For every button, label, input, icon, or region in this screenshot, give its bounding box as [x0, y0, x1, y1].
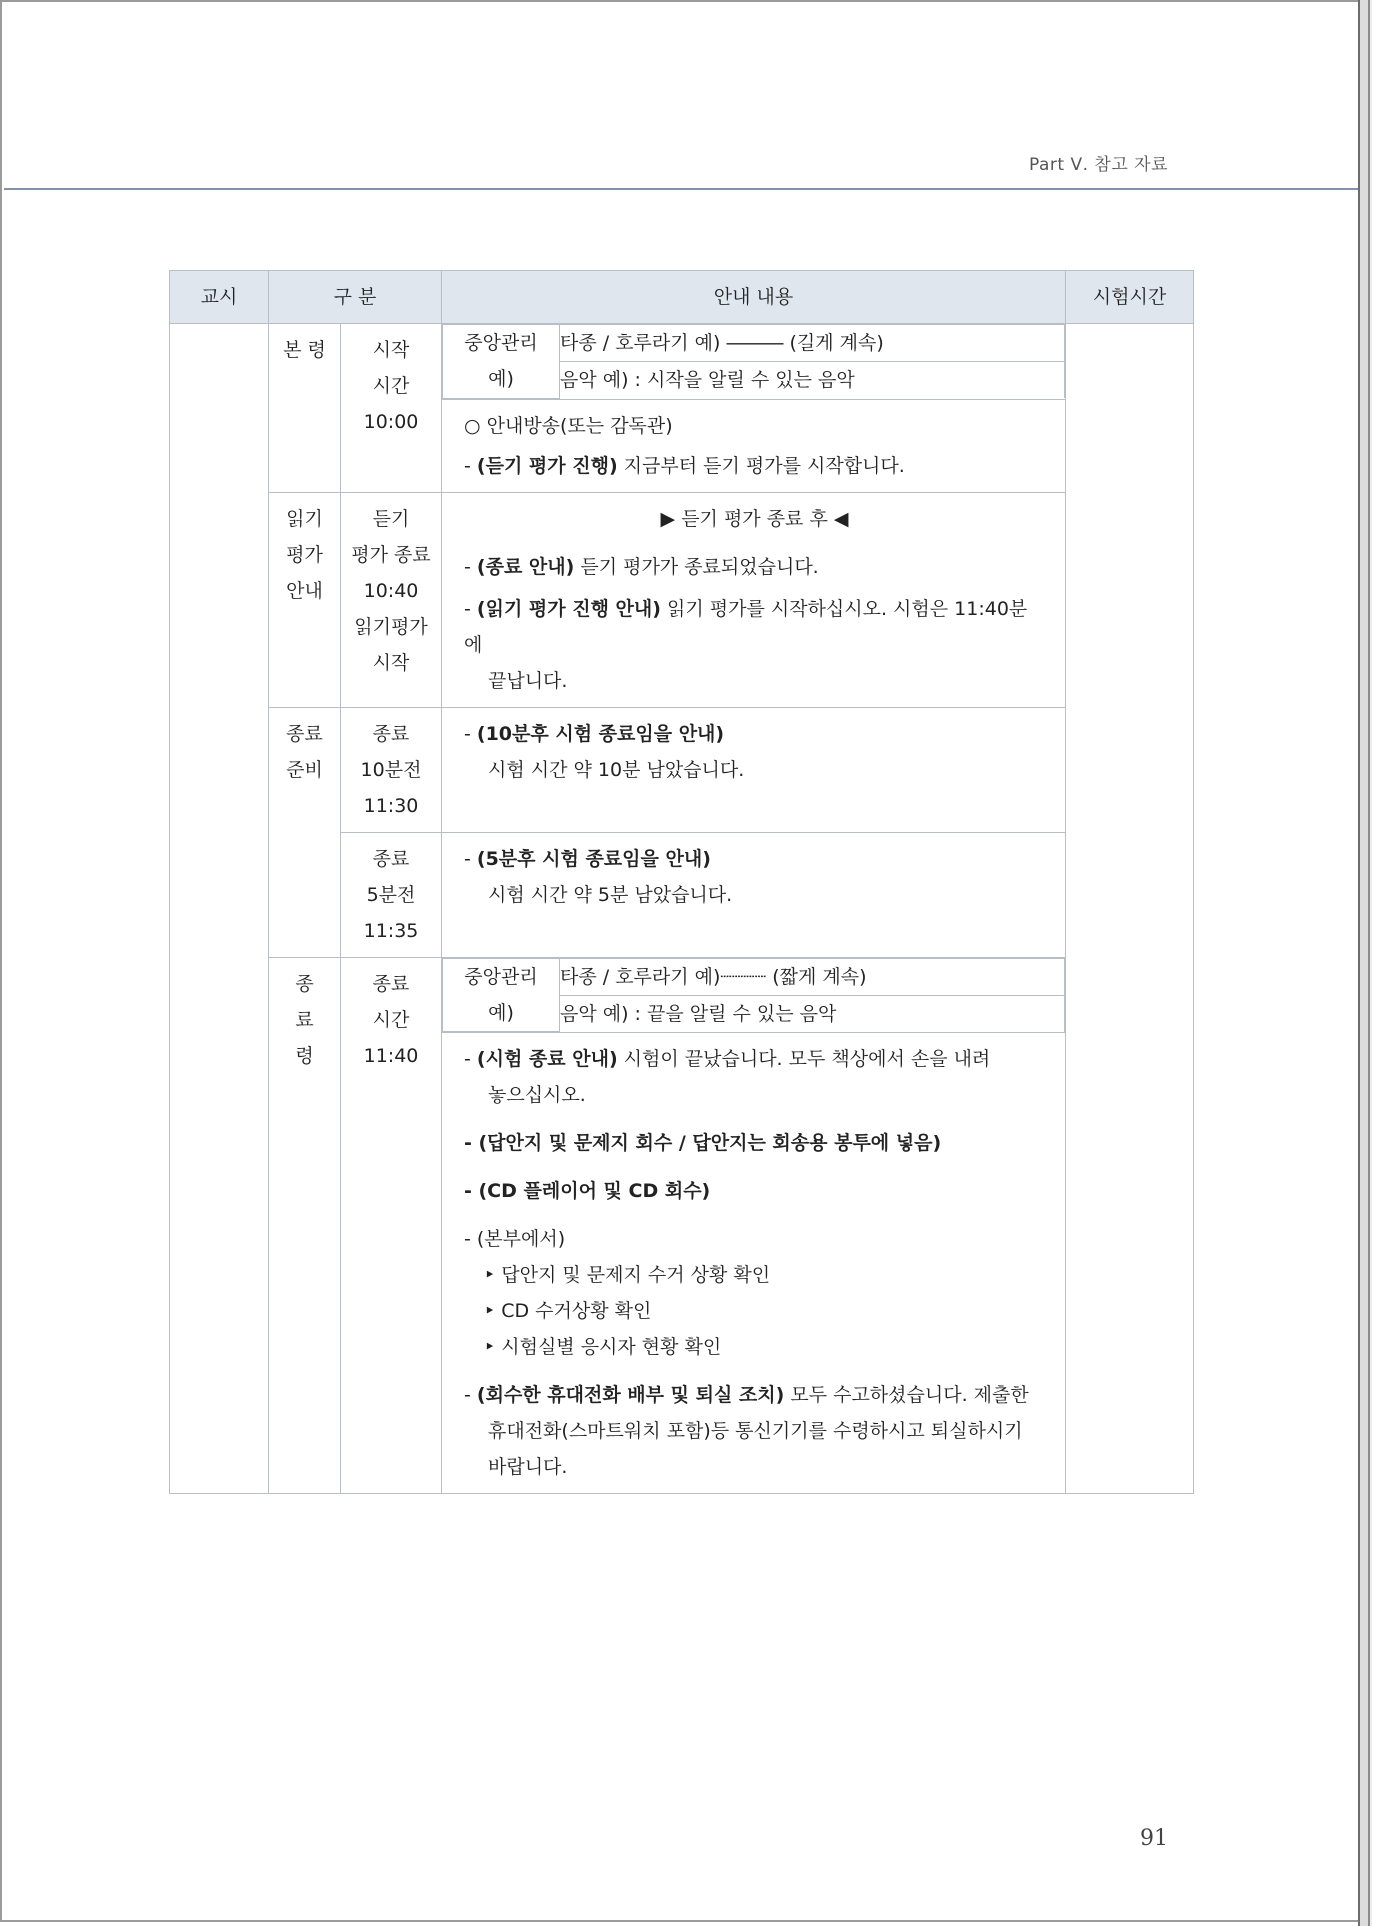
page-edge	[1358, 0, 1372, 1926]
time-line: 종료	[372, 972, 410, 995]
listening-start-line	[464, 448, 1045, 484]
announcement-continuation: 놓으십시오.	[488, 1084, 586, 1106]
content-cell	[442, 832, 1066, 957]
dash: -	[464, 722, 477, 745]
section-title: ▶ 듣기 평가 종료 후 ◀	[660, 507, 849, 530]
central-signal-table	[442, 958, 1065, 1033]
time-line: 시작	[372, 339, 410, 361]
bold-label: (5분후 시험 종료임을 안내)	[476, 847, 711, 870]
category-line: 평가	[286, 543, 323, 566]
central-label-line: 중앙관리	[464, 965, 538, 988]
time-line: 평가 종료	[351, 543, 431, 566]
bold-label: (읽기 평가 진행 안내)	[476, 597, 661, 620]
table-row	[170, 492, 1194, 707]
broadcast-block	[442, 399, 1065, 492]
table-row	[170, 324, 1194, 493]
closing-block	[442, 1032, 1065, 1493]
period-cell	[170, 324, 269, 1494]
exam-end-line	[464, 1041, 1045, 1077]
category-line: 읽기	[286, 507, 323, 530]
table-row	[170, 707, 1194, 832]
announcement-text: 읽기 평가를 시작하십시오. 시험은 11:40분에	[464, 597, 1028, 656]
music-example: 음악 예) : 끝을 알릴 수 있는 음악	[560, 995, 1065, 1032]
list-item: ‣ 답안지 및 문제지 수거 상황 확인	[484, 1264, 771, 1286]
reading-start-line	[464, 591, 1045, 663]
time-cell	[341, 324, 442, 493]
content-cell	[442, 957, 1066, 1494]
category-cell	[269, 707, 341, 957]
hq-checklist	[464, 1257, 1045, 1365]
music-example: 음악 예) : 시작을 알릴 수 있는 음악	[560, 362, 1065, 399]
central-signal-table	[442, 324, 1065, 399]
announcement-text: 시험 시간 약 5분 남았습니다.	[488, 883, 733, 906]
dash: -	[464, 847, 477, 870]
five-minute-notice	[464, 841, 1045, 877]
running-header: Part Ⅴ. 참고 자료	[1029, 155, 1168, 175]
time-line: 11:30	[363, 794, 419, 817]
time-line: 10:40	[363, 579, 419, 602]
list-item: ‣ CD 수거상황 확인	[484, 1300, 652, 1322]
phone-return-line	[464, 1377, 1045, 1413]
announcement-text: 시험 시간 약 10분 남았습니다.	[488, 758, 745, 781]
category-line: 료	[295, 1008, 314, 1031]
time-line: 11:35	[363, 919, 419, 942]
hq-line: - (본부에서)	[464, 1228, 566, 1250]
header-exam-time: 시험시간	[1066, 271, 1194, 324]
exam-time-cell	[1066, 324, 1194, 1494]
announcement-text: 듣기 평가가 종료되었습니다.	[574, 555, 819, 578]
category-line: 안내	[286, 579, 323, 602]
time-line: 시작	[372, 651, 410, 674]
category-line: 령	[295, 1044, 314, 1067]
announcement-text: 지금부터 듣기 평가를 시작합니다.	[617, 454, 905, 477]
central-label-line: 예)	[488, 368, 514, 390]
central-label-line: 예)	[488, 1001, 514, 1024]
header-category: 구 분	[269, 271, 442, 324]
central-label	[443, 958, 560, 1032]
table-row	[170, 957, 1194, 1494]
bold-label: (회수한 휴대전화 배부 및 퇴실 조치)	[476, 1384, 785, 1406]
page-number: 91	[1140, 1826, 1168, 1851]
time-cell	[341, 492, 442, 707]
header-content: 안내 내용	[442, 271, 1066, 324]
exam-schedule-table	[169, 270, 1194, 1494]
announcement-continuation: 바랍니다.	[488, 1456, 568, 1478]
time-line: 종료	[372, 847, 410, 870]
time-line: 읽기평가	[354, 615, 428, 638]
announcement-continuation: 휴대전화(스마트워치 포함)등 통신기기를 수령하시고 퇴실하시기	[488, 1420, 1023, 1442]
time-line: 5분전	[366, 883, 416, 906]
time-cell	[341, 957, 442, 1494]
dash: -	[464, 555, 477, 578]
collect-sheets-line: - (답안지 및 문제지 회수 / 답안지는 회송용 봉투에 넣음)	[464, 1132, 942, 1154]
bold-label: (듣기 평가 진행)	[476, 454, 618, 477]
dash: -	[464, 1048, 477, 1070]
content-cell	[442, 324, 1066, 493]
category-cell	[269, 324, 341, 493]
announcement-continuation: 끝납니다.	[488, 669, 568, 692]
time-line: 종료	[372, 722, 410, 745]
category-cell	[269, 957, 341, 1494]
central-label-line: 중앙관리	[464, 332, 538, 354]
announcement-text: 모두 수고하셨습니다. 제출한	[784, 1384, 1029, 1406]
category-line: 종	[295, 972, 314, 995]
time-cell	[341, 832, 442, 957]
chime-example: 타종 / 호루라기 예)┈┈┈┈ (짧게 계속)	[560, 958, 1065, 995]
time-line: 시간	[372, 375, 410, 397]
list-item: ‣ 시험실별 응시자 현황 확인	[484, 1336, 722, 1358]
time-line: 시간	[372, 1008, 410, 1031]
bold-label: (종료 안내)	[476, 555, 575, 578]
time-line: 11:40	[363, 1044, 419, 1067]
broadcast-note: ○ 안내방송(또는 감독관)	[464, 414, 673, 437]
dash: -	[464, 1384, 477, 1406]
announcement-text: 시험이 끝났습니다. 모두 책상에서 손을 내려	[617, 1048, 991, 1070]
collect-cd-line: - (CD 플레이어 및 CD 회수)	[464, 1180, 711, 1202]
table-header-row	[170, 271, 1194, 324]
content-cell	[442, 492, 1066, 707]
header-rule	[4, 188, 1362, 190]
category-cell	[269, 492, 341, 707]
bold-label: (10분후 시험 종료임을 안내)	[476, 722, 725, 745]
dash: -	[464, 454, 477, 477]
category-line: 종료	[286, 722, 323, 745]
time-line: 듣기	[372, 507, 410, 530]
content-cell	[442, 707, 1066, 832]
central-label	[443, 325, 560, 399]
category-label: 본 령	[283, 339, 326, 361]
ten-minute-notice	[464, 716, 1045, 752]
time-line: 10:00	[363, 411, 419, 433]
chime-example: 타종 / 호루라기 예) ――― (길게 계속)	[560, 325, 1065, 362]
category-line: 준비	[286, 758, 323, 781]
time-cell	[341, 707, 442, 832]
header-period: 교시	[170, 271, 269, 324]
time-line: 10분전	[360, 758, 422, 781]
listening-end-line	[464, 549, 1045, 585]
bold-label: (시험 종료 안내)	[476, 1048, 618, 1070]
dash: -	[464, 597, 477, 620]
